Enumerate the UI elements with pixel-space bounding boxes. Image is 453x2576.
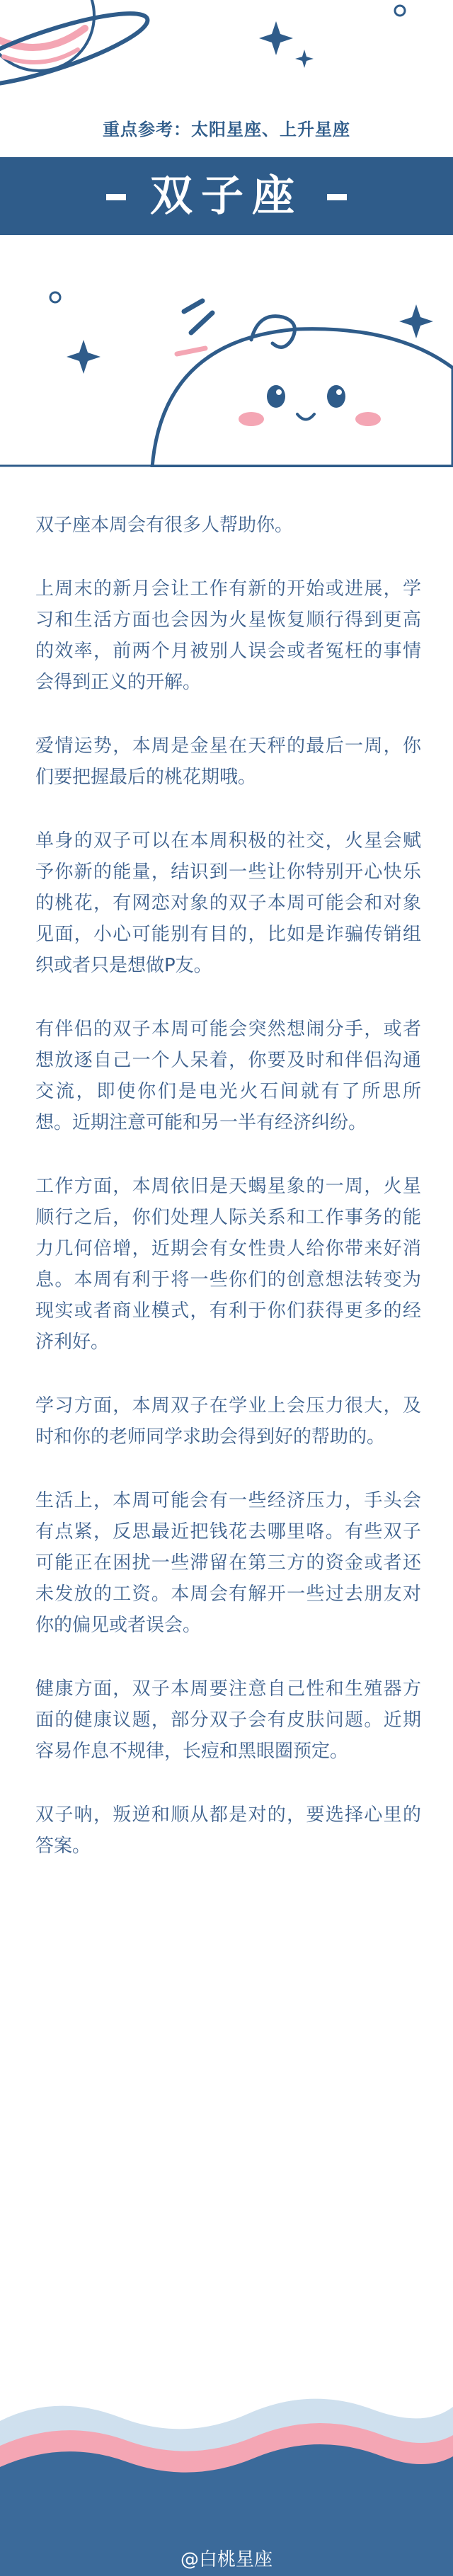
paragraph: 爱情运势，本周是金星在天秤的最后一周，你们要把握最后的桃花期哦。 (35, 735, 421, 788)
footer-signature: @白桃星座 (180, 2549, 273, 2570)
header-illustration (0, 262, 453, 467)
sparkle-line (177, 348, 205, 354)
eye-icon (327, 385, 345, 408)
paragraph: 有伴侣的双子本周可能会突然想闹分手，或者想放逐自己一个人呆着，你要及时和伴侣沟通交流，即使你们是电光火石间就有了所思所想。近期注意可能和另一半有经济纠纷。 (35, 1019, 421, 1133)
paragraph: 生活上，本周可能会有一些经济压力，手头会有点紧，反思最近把钱花去哪里咯。有些双子可能正在困扰一些滞留在第三方的资金或者还未发放的工资。本周会有解开一些过去朋友对你的偏见或者误会。 (35, 1490, 421, 1636)
eye-highlight (336, 389, 342, 395)
star-icon (259, 21, 293, 55)
paragraph: 双子呐，叛逆和顺从都是对的，要选择心里的答案。 (35, 1804, 421, 1857)
paragraph: 单身的双子可以在本周积极的社交，火星会赋予你新的能量，结识到一些让你特别开心快乐的桃花，有网恋对象的双子本周可能会和对象见面，小心可能别有目的，比如是诈骗传销组织或者只是想做P友。 (35, 830, 421, 976)
title-dash-right (327, 194, 347, 200)
star-icon (295, 50, 314, 68)
sparkle-line (191, 313, 212, 333)
title-band (0, 157, 453, 235)
paragraph: 工作方面，本周依旧是天蝎星象的一周，火星顺行之后，你们处理人际关系和工作事务的能力几何倍增，近期会有女性贵人给你带来好消息。本周有利于将一些你们的创意想法转变为现实或者商业模式，有利于你们获得更多的经济利好。 (35, 1176, 421, 1353)
star-icon (399, 304, 433, 338)
cheek (355, 412, 381, 426)
dot-icon (395, 6, 405, 16)
paragraph: 双子座本周会有很多人帮助你。 (35, 515, 294, 536)
page-title: 双子座 (150, 171, 303, 221)
subtitle: 重点参考：太阳星座、上升星座 (103, 120, 350, 139)
article-body (35, 510, 421, 1894)
star-icon (67, 340, 101, 374)
paragraph: 上周末的新月会让工作有新的开始或进展，学习和生活方面也会因为火星恢复顺行得到更高的效率，前两个月被别人误会或者冤枉的事情会得到正义的开解。 (35, 578, 421, 693)
paragraph: 健康方面，双子本周要注意自己性和生殖器方面的健康议题，部分双子会有皮肤问题。近期容易作息不规律，长痘和黑眼圈预定。 (35, 1678, 421, 1762)
dot-icon (50, 292, 60, 302)
cheek (239, 412, 264, 426)
header-decoration (0, 0, 453, 113)
sparkle-line (184, 301, 202, 311)
eye-highlight (276, 389, 282, 395)
eye-icon (267, 385, 285, 408)
paragraph: 学习方面，本周双子在学业上会压力很大，及时和你的老师同学求助会得到好的帮助的。 (35, 1395, 421, 1448)
